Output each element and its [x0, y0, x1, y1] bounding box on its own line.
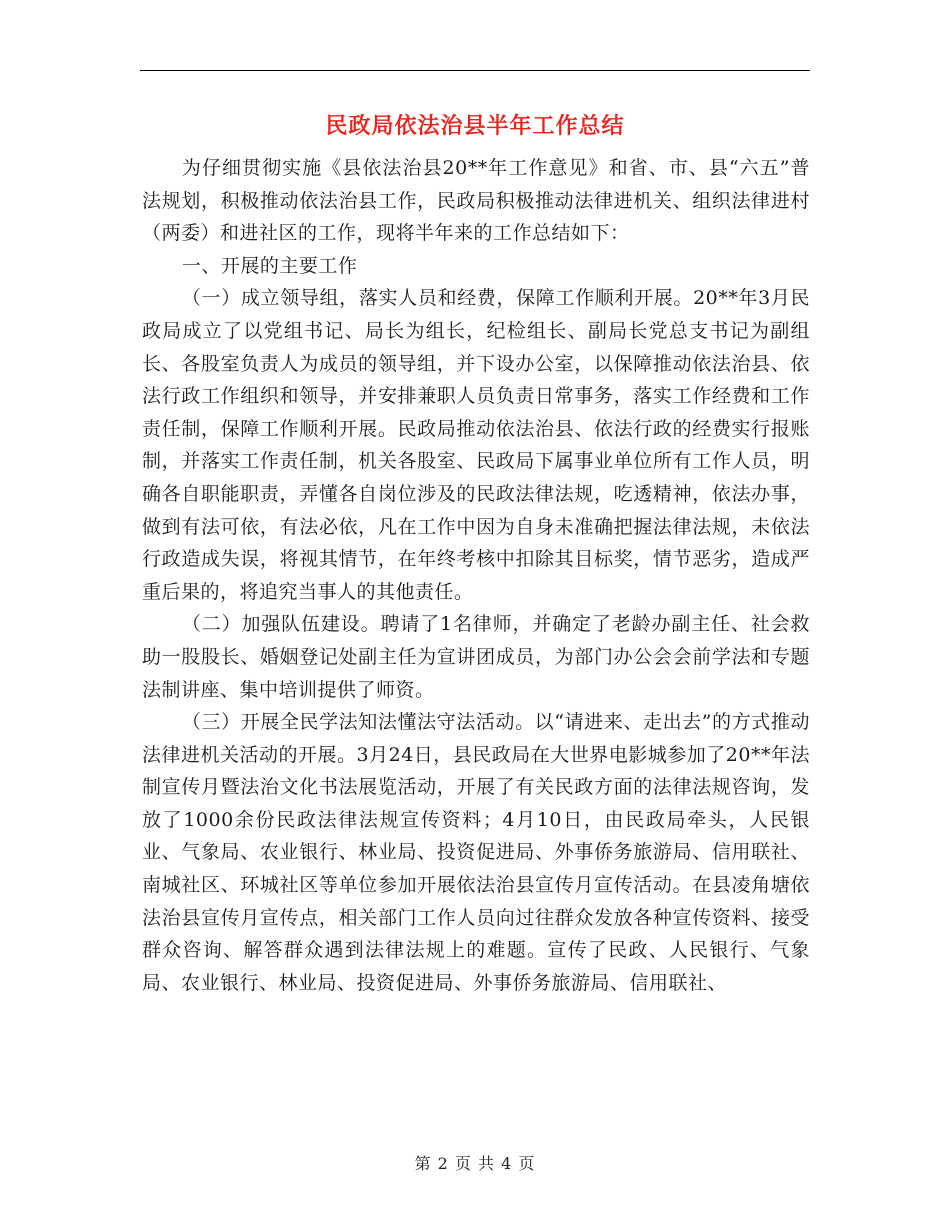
body-paragraph-activities: （三）开展全民学法知法懂法守法活动。以“请进来、走出去”的方式推动法律进机关活动的开展。3月24日，县民政局在大世界电影城参加了20**年法制宣传月暨法治文化书法展览活动，开展了有关民政方面的法律法规咨询，发放了1000余份民政法律法规宣传资料；4月10日，由民政局牵头，人民银业、气象局、农业银行、林业局、投资促进局、外事侨务旅游局、信用联社、南城社区、环城社区等单位参加开展依法治县宣传月宣传活动。在县凌角塘依法治县宣传月宣传点，相关部门工作人员向过往群众发放各种宣传资料、接受群众咨询、解答群众遇到法律法规上的难题。宣传了民政、人民银行、气象局、农业银行、林业局、投资促进局、外事侨务旅游局、信用联社、 [142, 711, 810, 994]
header-rule [140, 70, 810, 71]
document-title: 民政局依法治县半年工作总结 [325, 113, 625, 139]
body-paragraph-intro: 为仔细贯彻实施《县依法治县20**年工作意见》和省、市、县“六五”普法规划，积极推动依法治县工作，民政局积极推动法律进机关、组织法律进村（两委）和进社区的工作，现将半年来的工作总结如下： [142, 157, 810, 245]
body-paragraph-leadership: （一）成立领导组，落实人员和经费，保障工作顺利开展。20**年3月民政局成立了以党组书记、局长为组长，纪检组长、副局长党总支书记为副组长、各股室负责人为成员的领导组，并下设办公室，以保障推动依法治县、依法行政工作组织和领导，并安排兼职人员负责日常事务，落实工作经费和工作责任制，保障工作顺利开展。民政局推动依法治县、依法行政的经费实行报账制，并落实工作责任制，机关各股室、民政局下属事业单位所有工作人员，明确各自职能职责，弄懂各自岗位涉及的民政法律法规，吃透精神，依法办事，做到有法可依，有法必依，凡在工作中因为自身未准确把握法律法规，未依法行政造成失误，将视其情节，在年终考核中扣除其目标奖，情节恶劣，造成严重后果的，将追究当事人的其他责任。 [142, 287, 810, 603]
page-number-footer: 第 2 页 共 4 页 [414, 1154, 536, 1173]
body-paragraph-team: （二）加强队伍建设。聘请了1名律师，并确定了老龄办副主任、社会救助一股股长、婚姻登记处副主任为宣讲团成员，为部门办公会会前学法和专题法制讲座、集中培训提供了师资。 [142, 613, 810, 701]
section-heading-main-work: 一、开展的主要工作 [181, 254, 358, 277]
document-body [142, 152, 810, 999]
